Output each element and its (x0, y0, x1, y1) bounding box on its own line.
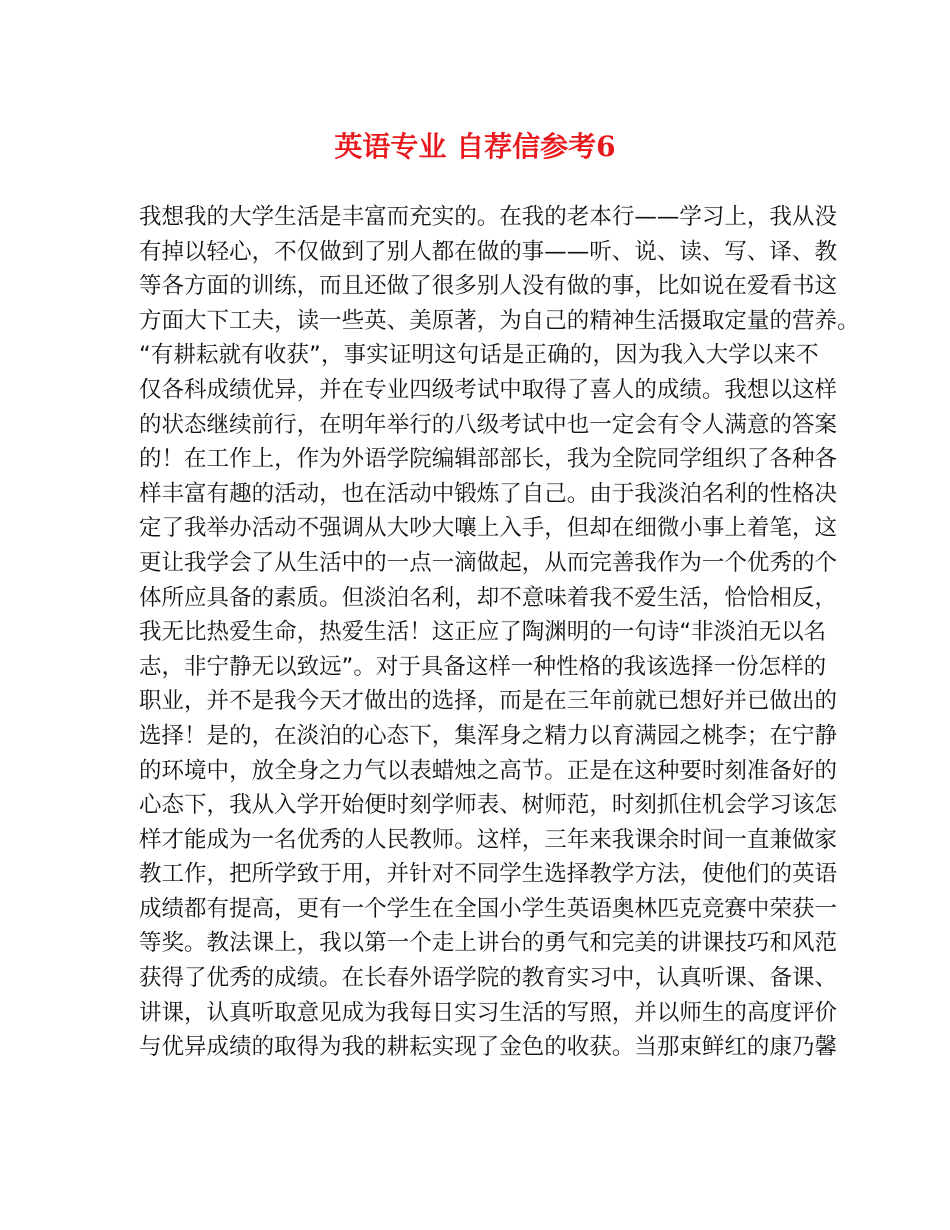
document-title: 英语专业 自荐信参考6 (334, 130, 616, 163)
text-line: 仅 各 科 成 绩 优 异 ， 并 在 专 业 四 级 考 试 中 取 得 了 喜 人 的 成 绩 。 我 想 以 这 样 (139, 376, 837, 403)
text-line: 等 各 方 面 的 训 练 ， 而 且 还 做 了 很 多 别 人 没 有 做 的 事 ， 比 如 说 在 爱 看 书 这 (139, 273, 837, 300)
text-line: 讲 课 ， 认 真 听 取 意 见 成 为 我 每 日 实 习 生 活 的 写 照 ， 并 以 师 生 的 高 度 评 价 (139, 999, 837, 1026)
text-line: 等 奖 。 教 法 课 上 ， 我 以 第 一 个 走 上 讲 台 的 勇 气 和 完 美 的 讲 课 技 巧 和 风 范 (139, 930, 837, 957)
text-line: 我 想 我 的 大 学 生 活 是 丰 富 而 充 实 的 。 在 我 的 老 本 行 — — 学 习 上 ， 我 从 没 (139, 204, 837, 230)
text-line: 的 环 境 中 ， 放 全 身 之 力 气 以 表 蜡 烛 之 高 节 。 正 是 在 这 种 要 时 刻 准 备 好 的 (139, 757, 837, 784)
text-line: 获 得 了 优 秀 的 成 绩 。 在 长 春 外 语 学 院 的 教 育 实 习 中 ， 认 真 听 课 、 备 课 、 (139, 965, 837, 992)
text-line: 样 丰 富 有 趣 的 活 动 ， 也 在 活 动 中 锻 炼 了 自 己 。 由 于 我 淡 泊 名 利 的 性 格 决 (139, 480, 837, 507)
text-line: 心 态 下 ， 我 从 入 学 开 始 便 时 刻 学 师 表 、 树 师 范 ， 时 刻 抓 住 机 会 学 习 该 怎 (139, 792, 837, 819)
text-line: 教 工 作 ， 把 所 学 致 于 用 ， 并 针 对 不 同 学 生 选 择 教 学 方 法 ， 使 他 们 的 英 语 (139, 861, 837, 888)
text-line: 方 面 大 下 工 夫 ， 读 一 些 英 、 美 原 著 ， 为 自 己 的 精 神 生 活 摄 取 定 量 的 营 养 。 (139, 307, 860, 334)
text-line: 选 择 ！ 是 的 ， 在 淡 泊 的 心 态 下 ， 集 浑 身 之 精 力 以 育 满 园 之 桃 李 ； 在 宁 静 (139, 722, 837, 749)
text-line: 职 业 ， 并 不 是 我 今 天 才 做 出 的 选 择 ， 而 是 在 三 年 前 就 已 想 好 并 已 做 出 的 (139, 688, 837, 715)
body-paragraph (139, 200, 860, 1065)
text-line: 的 ！ 在 工 作 上 ， 作 为 外 语 学 院 编 辑 部 部 长 ， 我 为 全 院 同 学 组 织 了 各 种 各 (139, 446, 837, 473)
text-line: 成 绩 都 有 提 高 ， 更 有 一 个 学 生 在 全 国 小 学 生 英 语 奥 林 匹 克 竞 赛 中 荣 获 一 (139, 895, 837, 922)
text-line: 定 了 我 举 办 活 动 不 强 调 从 大 吵 大 嚷 上 入 手 ， 但 却 在 细 微 小 事 上 着 笔 ， 这 (139, 515, 837, 542)
text-line: 的 状 态 继 续 前 行 ， 在 明 年 举 行 的 八 级 考 试 中 也 一 定 会 有 令 人 满 意 的 答 案 (139, 411, 837, 438)
text-line: 我 无 比 热 爱 生 命 ， 热 爱 生 活 ！ 这 正 应 了 陶 渊 明 的 一 句 诗 “ 非 淡 泊 无 以 名 (139, 619, 827, 646)
text-line: 志 ， 非 宁 静 无 以 致 远 ” 。 对 于 具 备 这 样 一 种 性 格 的 我 该 选 择 一 份 怎 样 的 (139, 653, 827, 680)
text-line: “ 有 耕 耘 就 有 收 获 ” ， 事 实 证 明 这 句 话 是 正 确 的 ， 因 为 我 入 大 学 以 来 不 (139, 342, 819, 369)
text-line: 有 掉 以 轻 心 ， 不 仅 做 到 了 别 人 都 在 做 的 事 — — 听 、 说 、 读 、 写 、 译 、 教 (139, 238, 837, 265)
text-line: 与 优 异 成 绩 的 取 得 为 我 的 耕 耘 实 现 了 金 色 的 收 获 。 当 那 束 鲜 红 的 康 乃 馨 (139, 1034, 837, 1061)
text-line: 样 才 能 成 为 一 名 优 秀 的 人 民 教 师 。 这 样 ， 三 年 来 我 课 余 时 间 一 直 兼 做 家 (139, 826, 837, 853)
text-line: 更 让 我 学 会 了 从 生 活 中 的 一 点 一 滴 做 起 ， 从 而 完 善 我 作 为 一 个 优 秀 的 个 (139, 549, 837, 576)
text-line: 体 所 应 具 备 的 素 质 。 但 淡 泊 名 利 ， 却 不 意 味 着 我 不 爱 生 活 ， 恰 恰 相 反 ， (139, 584, 837, 611)
